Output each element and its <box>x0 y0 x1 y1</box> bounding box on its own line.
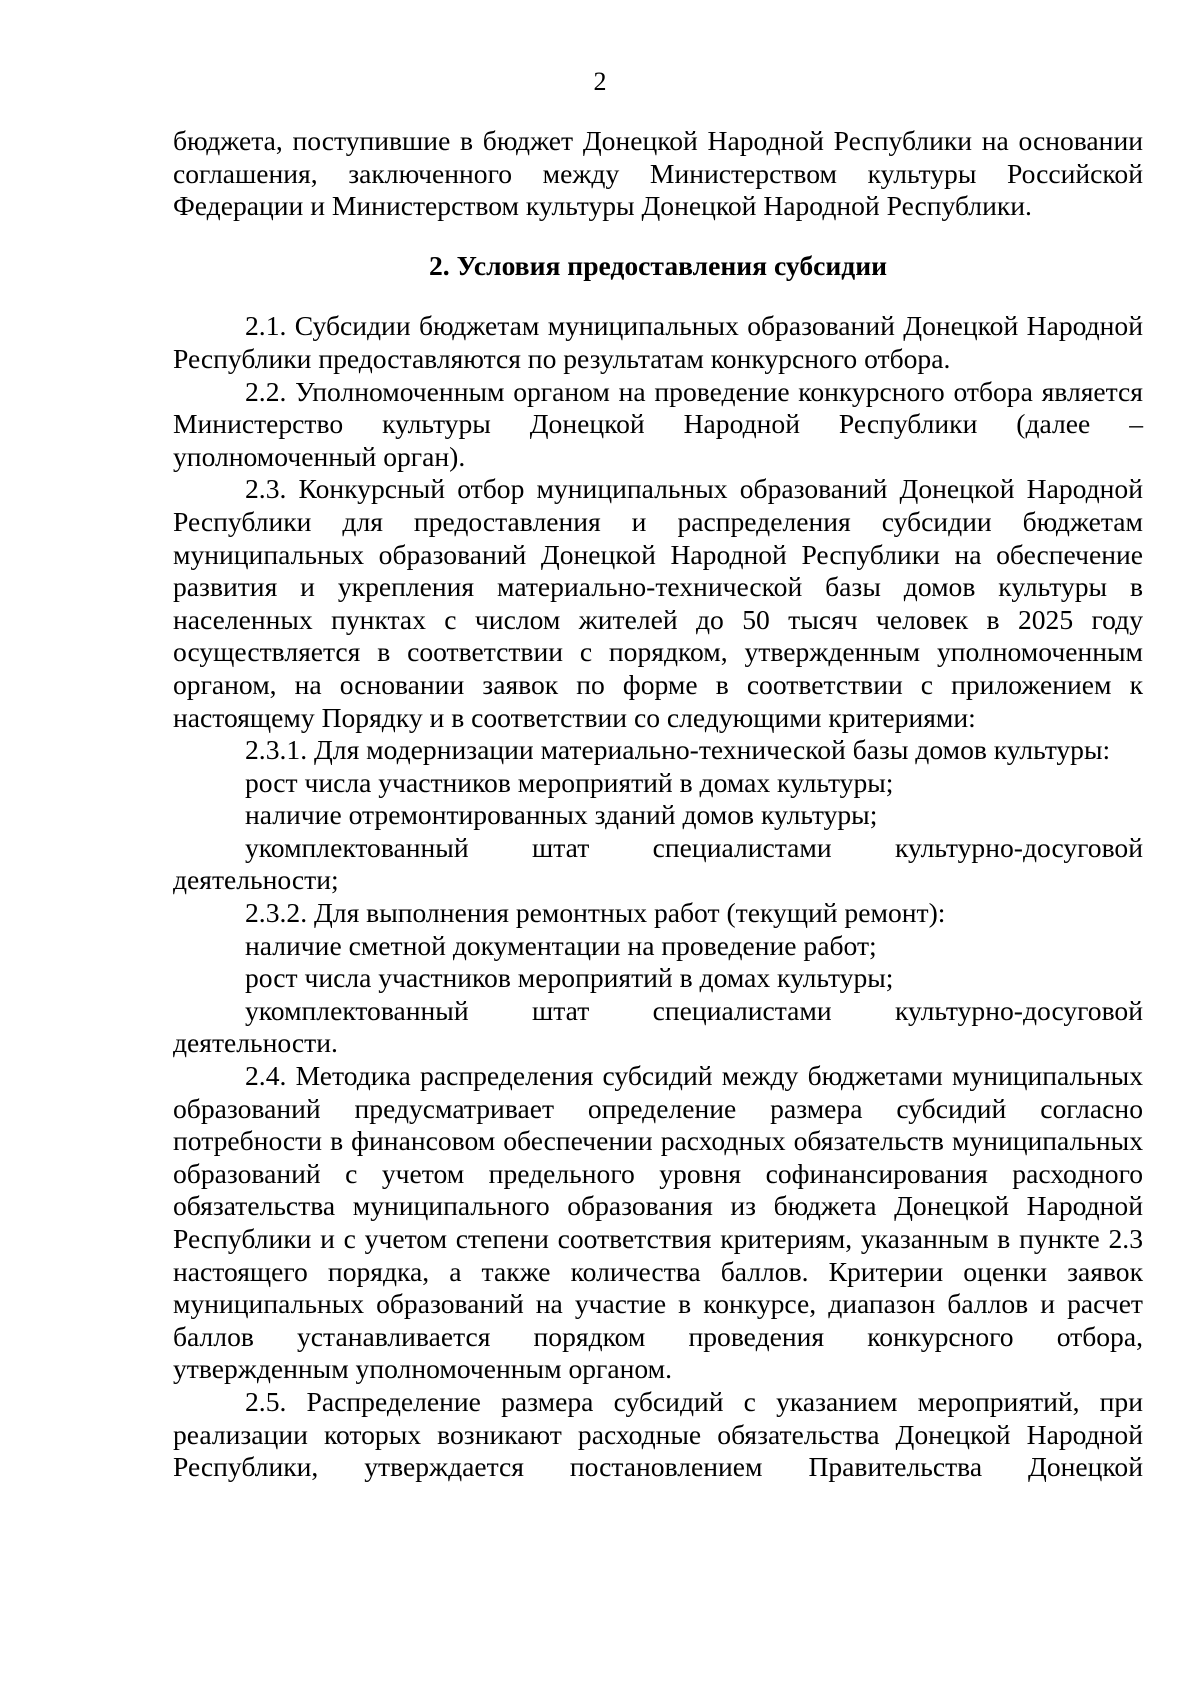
criterion-2-3-2-b: рост числа участников мероприятий в домах культуры; <box>245 962 894 994</box>
paragraph-2-3: 2.3. Конкурсный отбор муниципальных образований Донецкой Народной Республики для предоставления и распределения субсидии бюджетам муниципальных образований Донецкой Народной Республики на обеспечение развития и укрепления материально-технической базы домов культуры в населенных пунктах с числом жителей до 50 тысяч человек в 2025 году осуществляется в соответствии с порядком, утвержденным уполномоченным органом, на основании заявок по форме в соответствии с приложением к настоящему Порядку и в соответствии со следующими критериями: <box>173 473 1143 733</box>
criterion-2-3-2-c: укомплектованный штат специалистами культурно-досуговой деятельности. <box>173 994 1143 1059</box>
paragraph-2-3-1: 2.3.1. Для модернизации материально-технической базы домов культуры: <box>245 734 1111 766</box>
paragraph-2-1: 2.1. Субсидии бюджетам муниципальных образований Донецкой Народной Республики предоставляются по результатам конкурсного отбора. <box>173 310 1143 374</box>
document-body <box>173 125 1143 1484</box>
paragraph-2-2: 2.2. Уполномоченным органом на проведение конкурсного отбора является Министерство культуры Донецкой Народной Республики (далее – уполномоченный орган). <box>173 375 1143 472</box>
page-number: 2 <box>593 67 607 96</box>
criterion-2-3-1-c: укомплектованный штат специалистами культурно-досуговой деятельности; <box>173 831 1143 896</box>
criterion-2-3-1-a: рост числа участников мероприятий в домах культуры; <box>245 766 894 798</box>
paragraph-2-5: 2.5. Распределение размера субсидий с указанием мероприятий, при реализации которых возникают расходные обязательства Донецкой Народной Республики, утверждается постановлением Правительства Донецкой <box>173 1385 1143 1483</box>
criterion-2-3-2-a: наличие сметной документации на проведение работ; <box>245 929 877 961</box>
paragraph-2-3-2: 2.3.2. Для выполнения ремонтных работ (текущий ремонт): <box>245 897 946 929</box>
section-heading: 2. Условия предоставления субсидии <box>428 249 888 281</box>
intro-paragraph: бюджета, поступившие в бюджет Донецкой Народной Республики на основании соглашения, заключенного между Министерством культуры Российской Федерации и Министерством культуры Донецкой Народной Республики. <box>173 125 1143 222</box>
criterion-2-3-1-b: наличие отремонтированных зданий домов культуры; <box>245 799 878 831</box>
paragraph-2-4: 2.4. Методика распределения субсидий между бюджетами муниципальных образований предусматривает определение размера субсидий согласно потребности в финансовом обеспечении расходных обязательств муниципальных образований с учетом предельного уровня софинансирования расходного обязательства муниципального образования из бюджета Донецкой Народной Республики и с учетом степени соответствия критериям, указанным в пункте 2.3 настоящего порядка, а также количества баллов. Критерии оценки заявок муниципальных образований на участие в конкурсе, диапазон баллов и расчет баллов устанавливается порядком проведения конкурсного отбора, утвержденным уполномоченным органом. <box>173 1060 1143 1385</box>
